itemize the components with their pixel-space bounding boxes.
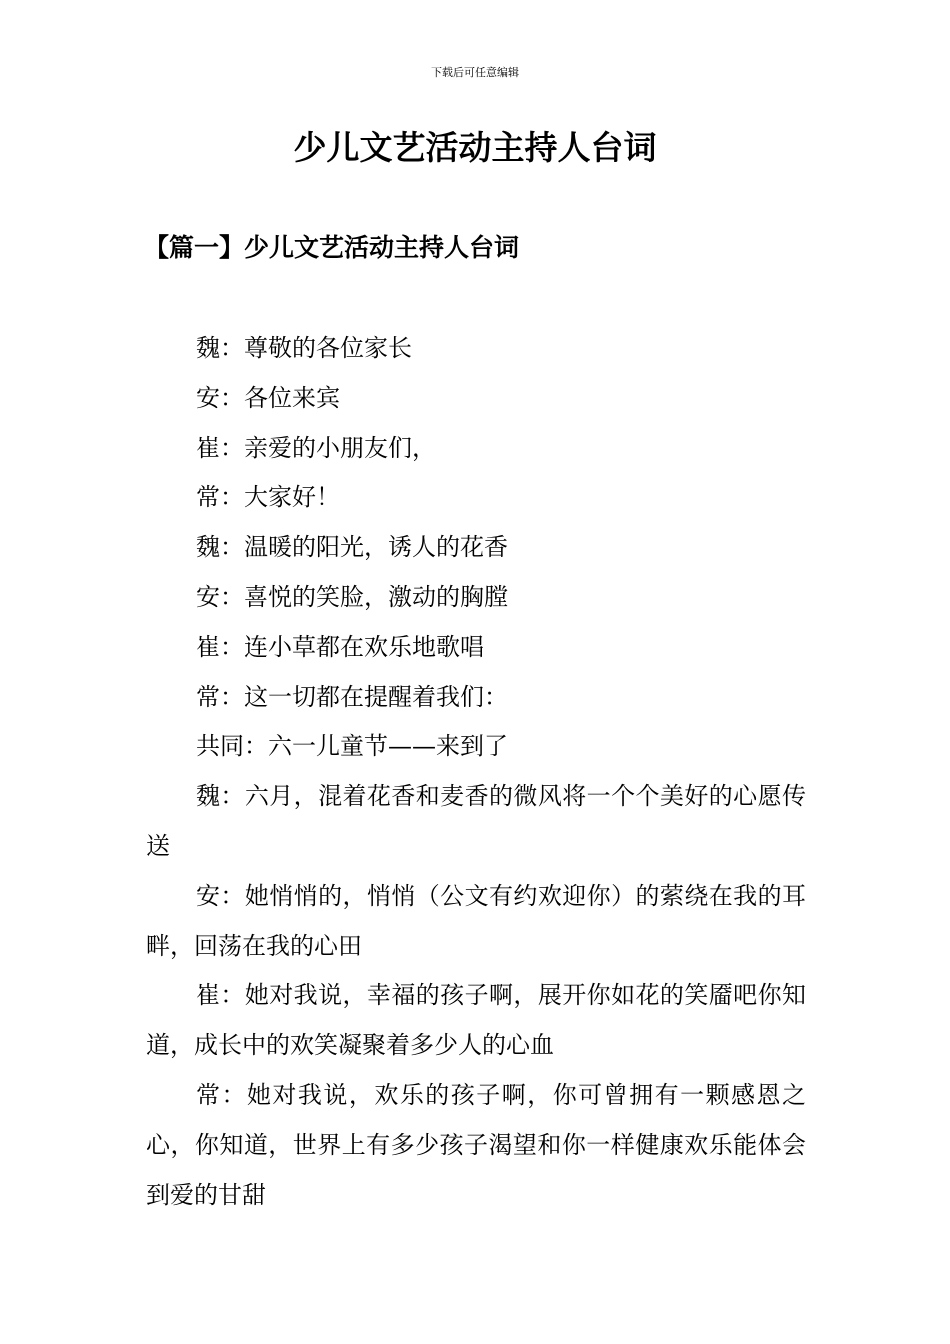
script-line: 安：她悄悄的，悄悄（公文有约欢迎你）的萦绕在我的耳畔，回荡在我的心田 bbox=[146, 881, 806, 960]
script-line: 常：这一切都在提醒着我们： bbox=[196, 682, 508, 711]
script-line: 魏：温暖的阳光，诱人的花香 bbox=[196, 533, 508, 562]
script-line: 魏：尊敬的各位家长 bbox=[196, 334, 412, 362]
script-line: 魏：六月，混着花香和麦香的微风将一个个美好的心愿传送 bbox=[146, 782, 806, 860]
script-line: 常：她对我说，欢乐的孩子啊，你可曾拥有一颗感恩之心，你知道，世界上有多少孩子渴望和你一样健康欢乐能体会到爱的甘甜 bbox=[146, 1080, 806, 1209]
script-line: 常：大家好！ bbox=[196, 483, 340, 512]
script-line: 安：喜悦的笑脸，激动的胸膛 bbox=[196, 582, 508, 611]
script-line: 崔：连小草都在欢乐地歌唱 bbox=[196, 632, 484, 661]
header-note: 下载后可任意编辑 bbox=[431, 66, 519, 79]
document-title: 少儿文艺活动主持人台词 bbox=[293, 128, 657, 167]
script-line: 崔：亲爱的小朋友们， bbox=[196, 433, 436, 462]
script-line: 崔：她对我说，幸福的孩子啊，展开你如花的笑靥吧你知道，成长中的欢笑凝聚着多少人的心血 bbox=[146, 981, 806, 1060]
section-heading: 【篇一】少儿文艺活动主持人台词 bbox=[144, 233, 520, 262]
script-line: 安：各位来宾 bbox=[196, 383, 340, 412]
script-line: 共同：六一儿童节——来到了 bbox=[196, 732, 508, 761]
script-body bbox=[146, 324, 806, 1220]
